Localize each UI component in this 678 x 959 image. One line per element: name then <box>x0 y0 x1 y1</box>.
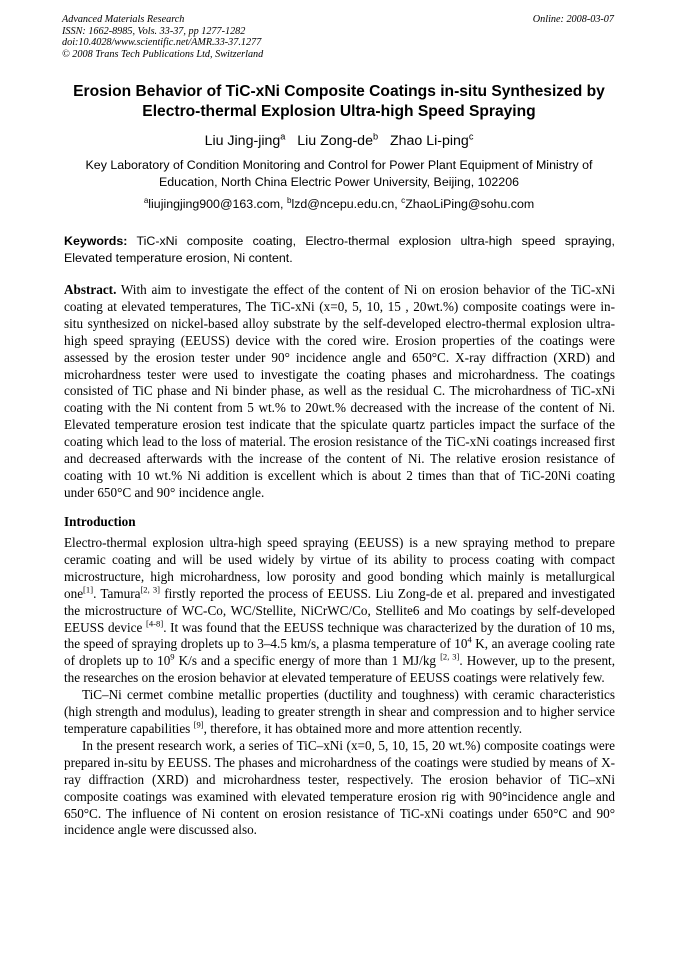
citation[interactable]: [2, 3] <box>140 584 160 595</box>
introduction-body <box>64 535 615 839</box>
intro-paragraph-3: In the present research work, a series of TiC–xNi (x=0, 5, 10, 15, 20 wt.%) composite coatings were prepared in-situ by EEUSS. The phases and microhardness of the coatings were studied by means of X-ray diffraction (XRD) and microhardness tester, respectively. The erosion behavior of TiC–xNi composite coatings was examined with elevated temperature erosion rig with 90°incidence angle and 650°C. The influence of Ni content on erosion resistance of TiC-xNi coatings under 650°C and 90° incidence angle were discussed also. <box>64 737 615 838</box>
email-address: lzd@ncepu.edu.cn, <box>291 197 398 211</box>
email-address: ZhaoLiPing@sohu.com <box>405 197 535 211</box>
section-heading-introduction: Introduction <box>64 514 136 529</box>
copyright-line: © 2008 Trans Tech Publications Ltd, Switzerland <box>62 48 264 60</box>
abstract <box>64 282 615 502</box>
keywords-text: TiC-xNi composite coating, Electro-thermal explosion ultra-high speed spraying, Elevated temperature erosion, Ni content. <box>64 234 615 265</box>
author-mark: b <box>372 131 379 142</box>
author-list <box>0 132 678 150</box>
intro-paragraph-1: Electro-thermal explosion ultra-high speed spraying (EEUSS) is a new spraying method to prepare ceramic coating and will be used widely by virtue of its ability to process coating with compact microstructure, high microhardness, low porosity and good bonding which mainly is metallurgical one[1]. Tamura[2, 3] firstly reported the process of EEUSS. Liu Zong-de et al. prepared and investigated the microstructure of WC-Co, WC/Stellite, NiCrWC/Co, Stellite6 and Mo coatings by self-developed EEUSS device [4-8]. It was found that the EEUSS technique was characterized by the duration of 10 ms, the speed of spraying droplets up to 3–4.5 km/s, a plasma temperature of $10^4$ K, an average cooling rate of droplets up to $10^9$ K/s and a specific energy of more than 1 MJ/kg [2, 3]. However, up to the present, the researches on the erosion behavior at elevated temperature of EEUSS coatings were relatively few. <box>64 535 616 686</box>
citation[interactable]: [4-8] <box>146 618 164 629</box>
citation[interactable]: [9] <box>193 719 204 730</box>
email-list <box>0 196 678 212</box>
doi-line: doi:10.4028/www.scientific.net/AMR.33-37.1277 <box>62 37 262 48</box>
issn-line: ISSN: 1662-8985, Vols. 33-37, pp 1277-1282 <box>62 25 246 37</box>
author-name: Liu Zong-de <box>297 133 373 149</box>
citation[interactable]: [1] <box>83 584 94 595</box>
abstract-text: With aim to investigate the effect of the content of Ni on erosion behavior of the TiC-xNi coating at elevated temperatures, The TiC-xNi (x=0, 5, 10, 15 , 20wt.%) composite coatings were in-situ synthesized on nickel-based alloy substrate by the self-developed electro-thermal explosion ultra-high speed spraying (EEUSS) device with the cored wire. Erosion properties of the coatings were assessed by the erosion tester under 90° incidence angle and 650°C. X-ray diffraction (XRD) and microhardness tester were used to investigate the coating phases and microhardness. The coatings consisted of TiC phase and Ni binder phase, as well as the residual C. The microhardness of TiC-xNi coating with the Ni content from 5 wt.% to 20wt.% decreased with the increase of the content of Ni. Elevated temperature erosion test indicate that the spiculate quartz particles impact the surface of the coating which lead to the loss of material. The erosion resistance of the TiC-xNi coatings increased first and decreased afterwards with the increase of the content of Ni. The relative erosion resistance of coating with 10 wt.% Ni addition is excellent which is about 2 times than that of TiC-20Ni coating under 650°C and 90° incidence angle. <box>64 282 615 500</box>
exponent: 4 <box>467 635 472 646</box>
keywords-label: Keywords: <box>64 234 128 248</box>
title-line-1: Erosion Behavior of TiC-xNi Composite Coatings in-situ Synthesized by <box>73 83 605 100</box>
author-mark: a <box>280 131 286 142</box>
abstract-label: Abstract. <box>64 282 117 297</box>
author-name: Liu Jing-jing <box>204 133 281 149</box>
author-mark: c <box>468 131 474 142</box>
email-mark: a <box>143 195 149 205</box>
journal-header <box>62 14 263 60</box>
paper-title <box>40 82 638 122</box>
keywords <box>64 233 615 267</box>
email-address: liujingjing900@163.com, <box>148 197 284 211</box>
online-date: Online: 2008-03-07 <box>532 14 614 25</box>
citation[interactable]: [2, 3] <box>440 651 460 662</box>
intro-paragraph-2: TiC–Ni cermet combine metallic properties (ductility and toughness) with ceramic characteristics (high strength and modulus), leading to greater strength in shear and compression and to higher service temperature capabilities [9], therefore, it has obtained more and more attention recently. <box>64 687 615 736</box>
email-mark: b <box>286 195 292 205</box>
email-mark: c <box>401 195 406 205</box>
affiliation: Key Laboratory of Condition Monitoring and Control for Power Plant Equipment of Ministry of Education, North China Electric Power University, Beijing, 102206 <box>85 158 593 189</box>
journal-name: Advanced Materials Research <box>62 14 185 25</box>
title-line-2: Electro-thermal Explosion Ultra-high Speed Spraying <box>142 103 536 120</box>
exponent: 9 <box>170 651 175 662</box>
author-name: Zhao Li-ping <box>389 133 469 149</box>
